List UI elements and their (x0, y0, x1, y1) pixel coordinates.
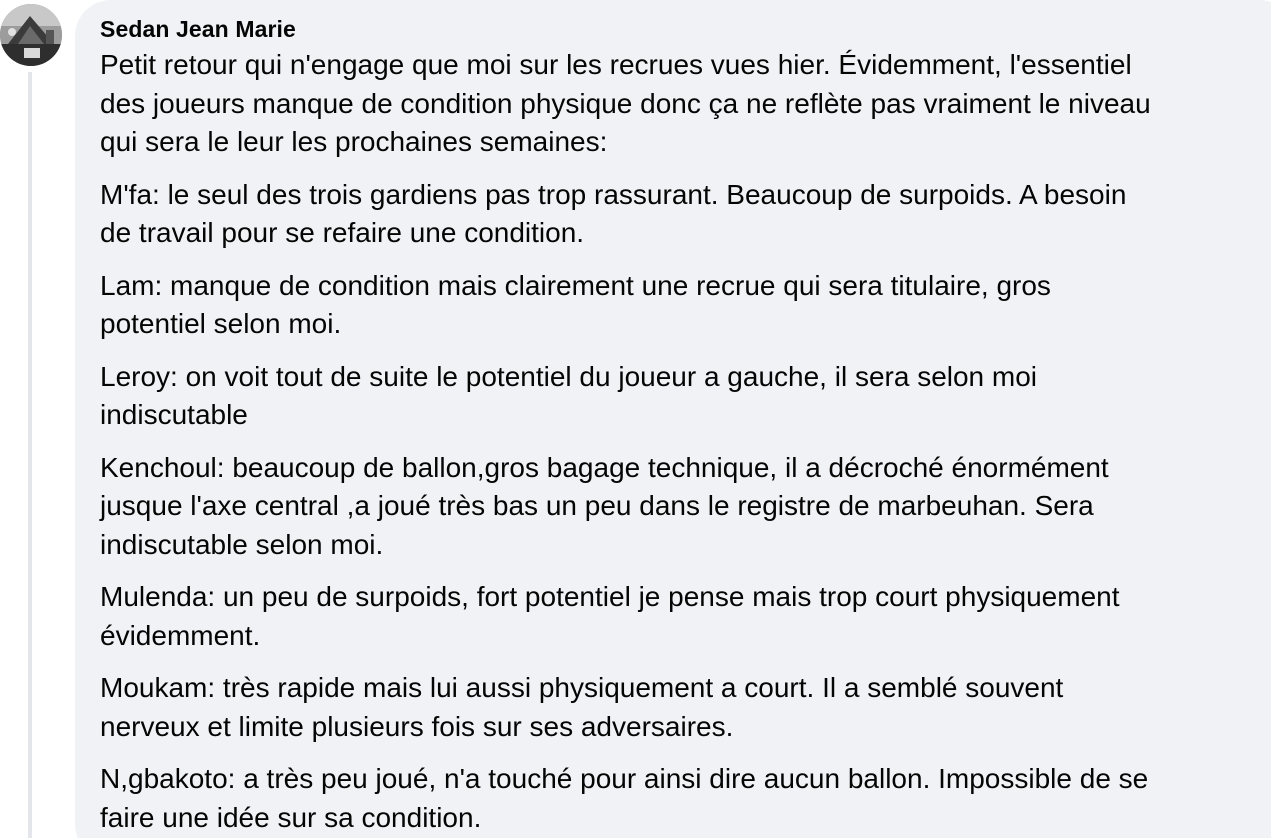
comment-author-name[interactable]: Sedan Jean Marie (100, 16, 296, 42)
comment-paragraph: Kenchoul: beaucoup de ballon,gros bagage technique, il a décroché énormément jusque l'axe central ,a joué très bas un peu dans le registre de marbeuhan. Sera indiscutable selon moi. (100, 451, 1109, 560)
thread-line (28, 72, 32, 838)
comment-paragraph: M'fa: le seul des trois gardiens pas trop rassurant. Beaucoup de surpoids. A besoin de travail pour se refaire une condition. (100, 178, 1127, 248)
avatar[interactable] (0, 4, 62, 66)
comment-paragraph: Leroy: on voit tout de suite le potentiel du joueur a gauche, il sera selon moi indiscutable (100, 360, 1038, 430)
comment-bubble (75, 0, 1271, 838)
comment-paragraph: Lam: manque de condition mais clairement une recrue qui sera titulaire, gros potentiel selon moi. (100, 269, 1051, 339)
comment-paragraph: N,gbakoto: a très peu joué, n'a touché pour ainsi dire aucun ballon. Impossible de se faire une idée sur sa condition. (100, 763, 1149, 833)
comment-paragraph: Petit retour qui n'engage que moi sur les recrues vues hier. Évidemment, l'essentiel des joueurs manque de condition physique donc ça ne reflète pas vraiment le niveau qui sera le leur les prochaines semaines: (100, 49, 1151, 157)
comment-paragraph: Mulenda: un peu de surpoids, fort potentiel je pense mais trop court physiquement évidemment. (100, 581, 1120, 651)
profile-photo-icon (0, 4, 62, 66)
comment-paragraph: Moukam: très rapide mais lui aussi physiquement a court. Il a semblé souvent nerveux et limite plusieurs fois sur ses adversaires. (100, 672, 1064, 742)
